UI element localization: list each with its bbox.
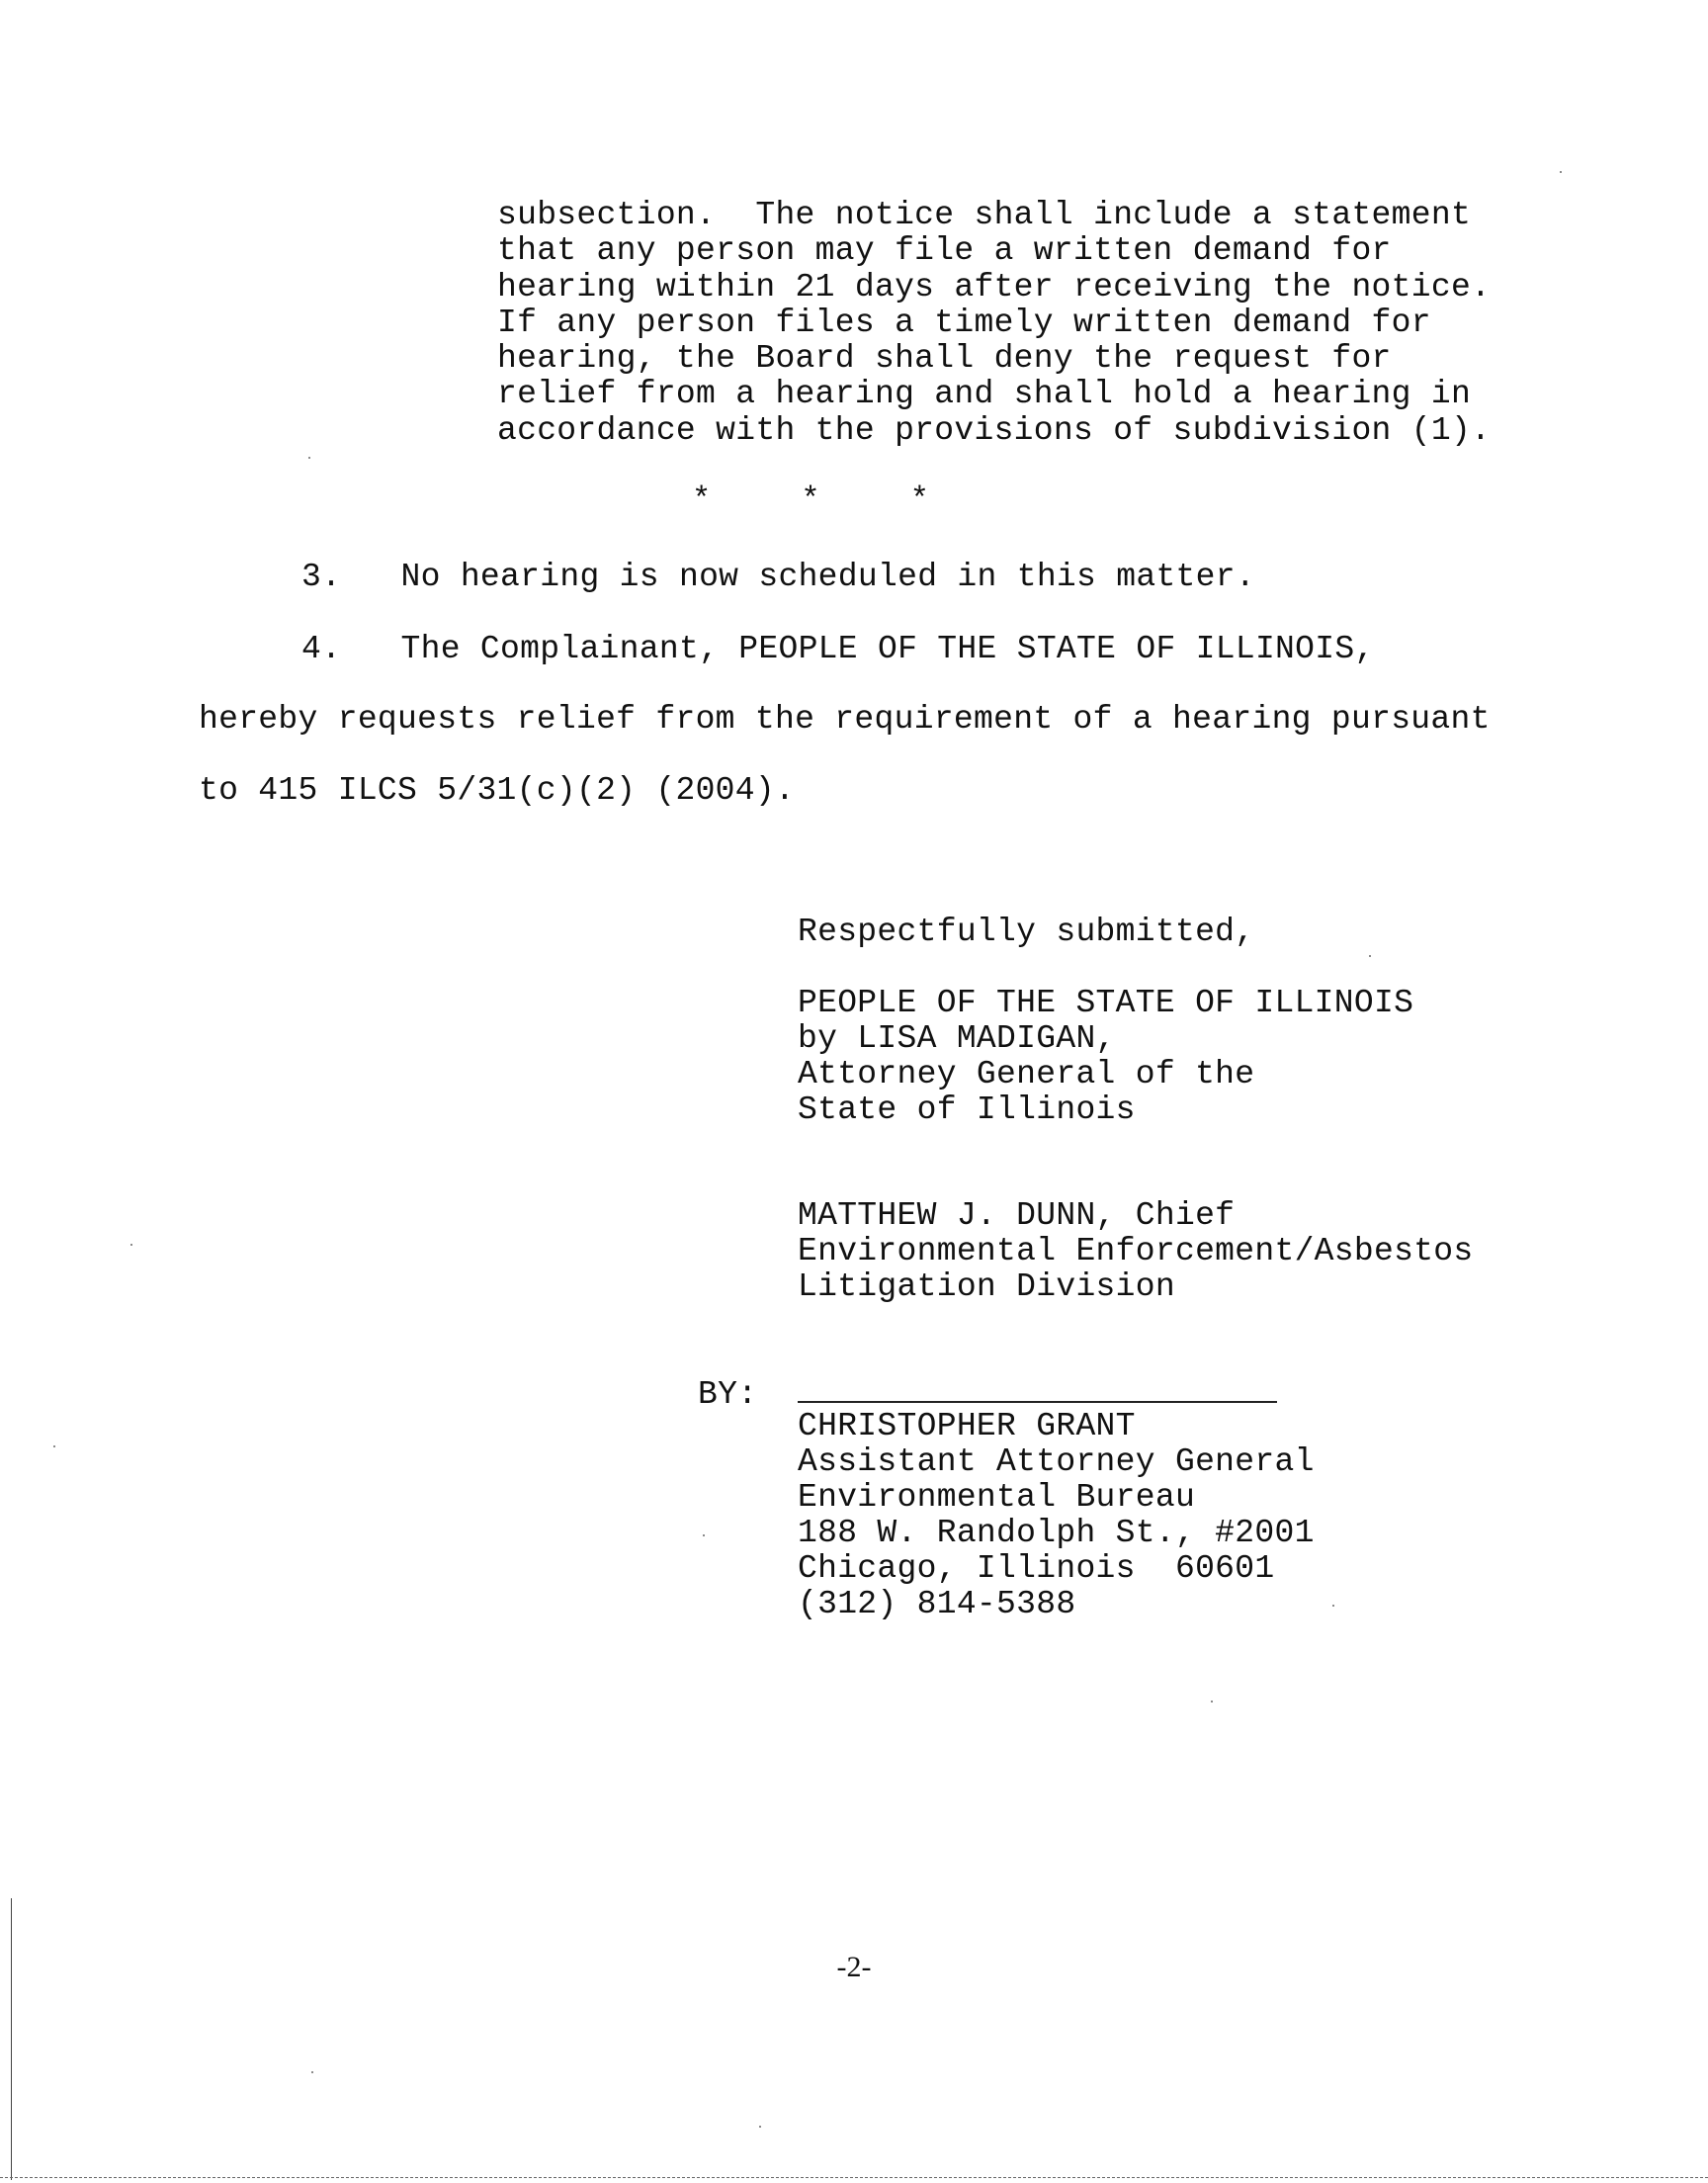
- scan-speck: [308, 457, 310, 459]
- scan-speck: [1369, 955, 1371, 957]
- signer-line: (312) 814-5388: [798, 1586, 1076, 1622]
- quote-line: relief from a hearing and shall hold a hearing in: [497, 376, 1472, 413]
- scan-speck: [53, 1445, 55, 1447]
- signer-line: Chicago, Illinois 60601: [798, 1550, 1275, 1587]
- quote-line: If any person files a timely written demand for: [497, 304, 1431, 341]
- paragraph-3: 3. No hearing is now scheduled in this matter.: [301, 559, 1255, 595]
- quote-line: hearing, the Board shall deny the request for: [497, 340, 1392, 378]
- scan-speck: [1560, 171, 1562, 173]
- quote-line: that any person may file a written demand for: [497, 232, 1392, 270]
- page-number: -2-: [836, 1951, 872, 1983]
- section-break-stars: [692, 481, 929, 518]
- signer-block: [798, 1409, 1315, 1622]
- quote-line: accordance with the provisions of subdivision (1).: [497, 411, 1492, 449]
- signature-line: [798, 1401, 1277, 1403]
- signer-line: Environmental Bureau: [798, 1479, 1196, 1516]
- paragraph-4-line-2: hereby requests relief from the requirement of a hearing pursuant: [199, 701, 1491, 738]
- scan-speck: [703, 1534, 705, 1536]
- quoted-statute-block: [497, 198, 1491, 449]
- quote-line: subsection. The notice shall include a statement: [497, 197, 1472, 233]
- chief-line: Environmental Enforcement/Asbestos: [798, 1233, 1474, 1269]
- paragraph-4-line-1: 4. The Complainant, PEOPLE OF THE STATE OF ILLINOIS,: [301, 631, 1375, 667]
- quote-line: hearing within 21 days after receiving the notice.: [497, 268, 1492, 306]
- closing-text: Respectfully submitted,: [798, 914, 1255, 950]
- star: *: [909, 481, 929, 518]
- scan-edge-left: [11, 1898, 12, 2180]
- signer-line: CHRISTOPHER GRANT: [798, 1408, 1136, 1444]
- star: *: [692, 481, 712, 518]
- party-line: by LISA MADIGAN,: [798, 1020, 1116, 1057]
- star: *: [801, 481, 820, 518]
- chief-line: MATTHEW J. DUNN, Chief: [798, 1197, 1236, 1234]
- signer-line: Assistant Attorney General: [798, 1443, 1315, 1480]
- party-block: [798, 986, 1413, 1128]
- scan-speck: [130, 1244, 132, 1246]
- party-line: State of Illinois: [798, 1092, 1136, 1128]
- scan-speck: [759, 2126, 761, 2128]
- by-label: BY:: [698, 1376, 758, 1413]
- paragraph-4-line-3: to 415 ILCS 5/31(c)(2) (2004).: [199, 772, 796, 809]
- signer-line: 188 W. Randolph St., #2001: [798, 1515, 1315, 1551]
- party-line: PEOPLE OF THE STATE OF ILLINOIS: [798, 985, 1414, 1021]
- scan-speck: [1332, 1605, 1334, 1607]
- scan-speck: [1211, 1701, 1213, 1703]
- scan-speck: [311, 2071, 313, 2073]
- party-line: Attorney General of the: [798, 1056, 1255, 1092]
- chief-line: Litigation Division: [798, 1268, 1175, 1305]
- scan-edge-bottom: [0, 2177, 1708, 2178]
- chief-block: [798, 1198, 1474, 1305]
- closing-line: [798, 915, 1254, 950]
